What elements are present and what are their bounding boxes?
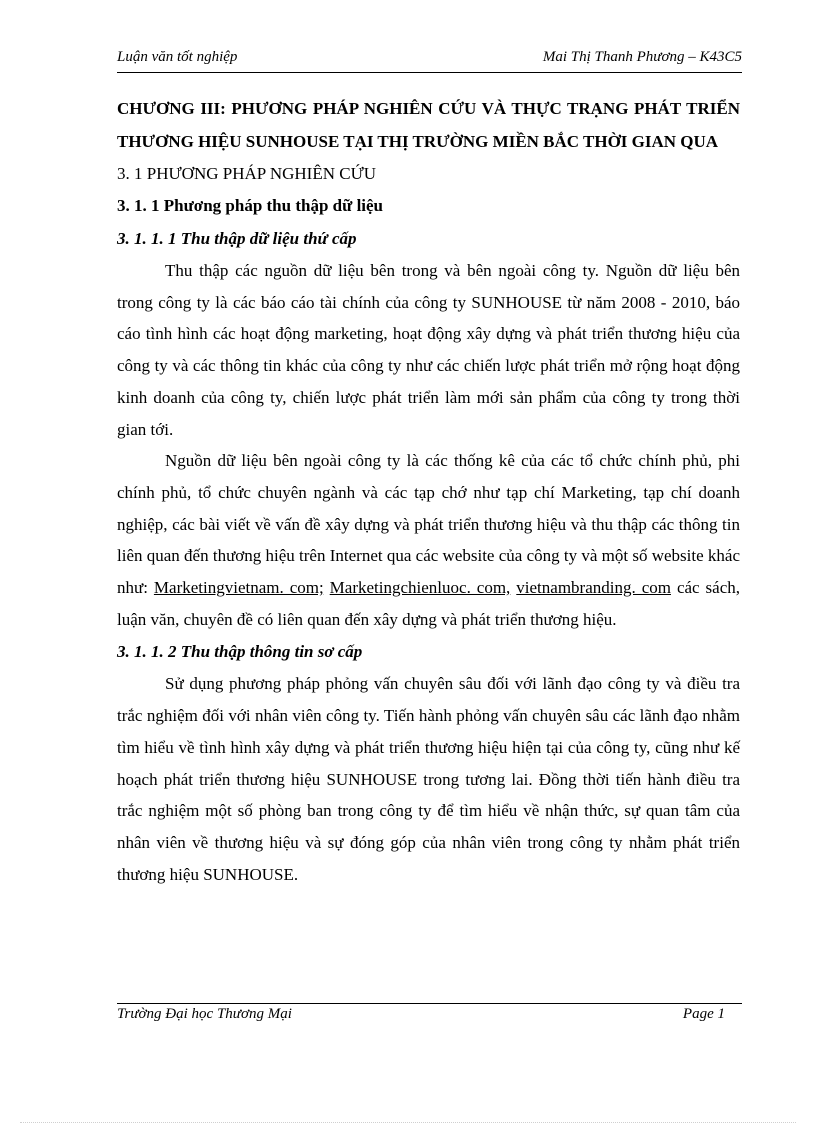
- paragraph-text-before: Nguồn dữ liệu bên ngoài công ty là các thống kê của các tổ chức chính phủ, phi chính phủ, tổ chức chuyên ngành và các tạp chớ như tạp chí Marketing, tạp chí doanh nghiệp, các bài viết về vấn đề xây dựng và phát triển thương hiệu và thu thập các thông tin liên quan đến thương hiệu trên Internet qua các website của công ty và một số website khác như:: [117, 451, 740, 598]
- section-heading-3-1-1-2: 3. 1. 1. 2 Thu thập thông tin sơ cấp: [117, 642, 363, 662]
- header-thesis-label: Luận văn tốt nghiệp: [117, 49, 238, 65]
- section-heading-3-1-1-1: 3. 1. 1. 1 Thu thập dữ liệu thứ cấp: [117, 229, 357, 248]
- link-marketingchienluoc[interactable]: Marketingchienluoc. com,: [329, 578, 511, 598]
- chapter-title: CHƯƠNG III: PHƯƠNG PHÁP NGHIÊN CỨU VÀ THỰC TRẠNG PHÁT TRIỂN THƯƠNG HIỆU SUNHOUSE TẠI THỊ TRƯỜNG MIỀN BẮC THỜI GIAN QUA: [117, 99, 740, 151]
- page-number: Page 1: [682, 1006, 725, 1022]
- header-author: Mai Thị Thanh Phương – K43C5: [542, 49, 742, 65]
- page-header: [117, 49, 742, 71]
- footer-university: Trường Đại học Thương Mại: [117, 1006, 292, 1022]
- link-vietnambranding[interactable]: vietnambranding. com: [516, 578, 671, 598]
- page-footer: [117, 1006, 725, 1028]
- paragraph-text-after: các sách, luận văn, chuyên đề có liên quan đến xây dựng và phát triển thương hiệu.: [117, 578, 740, 629]
- footer-rule: [117, 1003, 742, 1004]
- section-heading-3-1-1: 3. 1. 1 Phương pháp thu thập dữ liệu: [117, 196, 384, 215]
- paragraph-external-sources: [117, 445, 740, 635]
- paragraph-secondary-data: Thu thập các nguồn dữ liệu bên trong và bên ngoài công ty. Nguồn dữ liệu bên trong công ty là các báo cáo tài chính của công ty SUNHOUSE từ năm 2008 - 2010, báo cáo tình hình các hoạt động marketing, hoạt động xây dựng và phát triển thương hiệu của công ty và các thông tin khác của công ty như các chiến lược phát triển mở rộng hoạt động kinh doanh của công ty, chiến lược phát triển làm mới sản phẩm của công ty trong thời gian tới.: [117, 261, 740, 439]
- link-marketingvietnam[interactable]: Marketingvietnam. com;: [153, 578, 324, 598]
- page-body: [117, 92, 740, 890]
- header-rule: [117, 72, 742, 73]
- paragraph-primary-data: Sử dụng phương pháp phỏng vấn chuyên sâu đối với lãnh đạo công ty và điều tra trắc nghiệm đối với nhân viên công ty. Tiến hành phỏng vấn chuyên sâu các lãnh đạo nhằm tìm hiểu về tình hình xây dựng và phát triển thương hiệu hiện tại của công ty, cũng như kế hoạch phát triển thương hiệu SUNHOUSE trong tương lai. Đồng thời tiến hành điều tra trắc nghiệm một số phòng ban trong công ty để tìm hiểu về nhận thức, sự quan tâm của nhân viên về thương hiệu và sự đóng góp của nhân viên trong công ty nhằm phát triển thương hiệu SUNHOUSE.: [117, 674, 740, 884]
- section-heading-3-1: 3. 1 PHƯƠNG PHÁP NGHIÊN CỨU: [117, 164, 377, 183]
